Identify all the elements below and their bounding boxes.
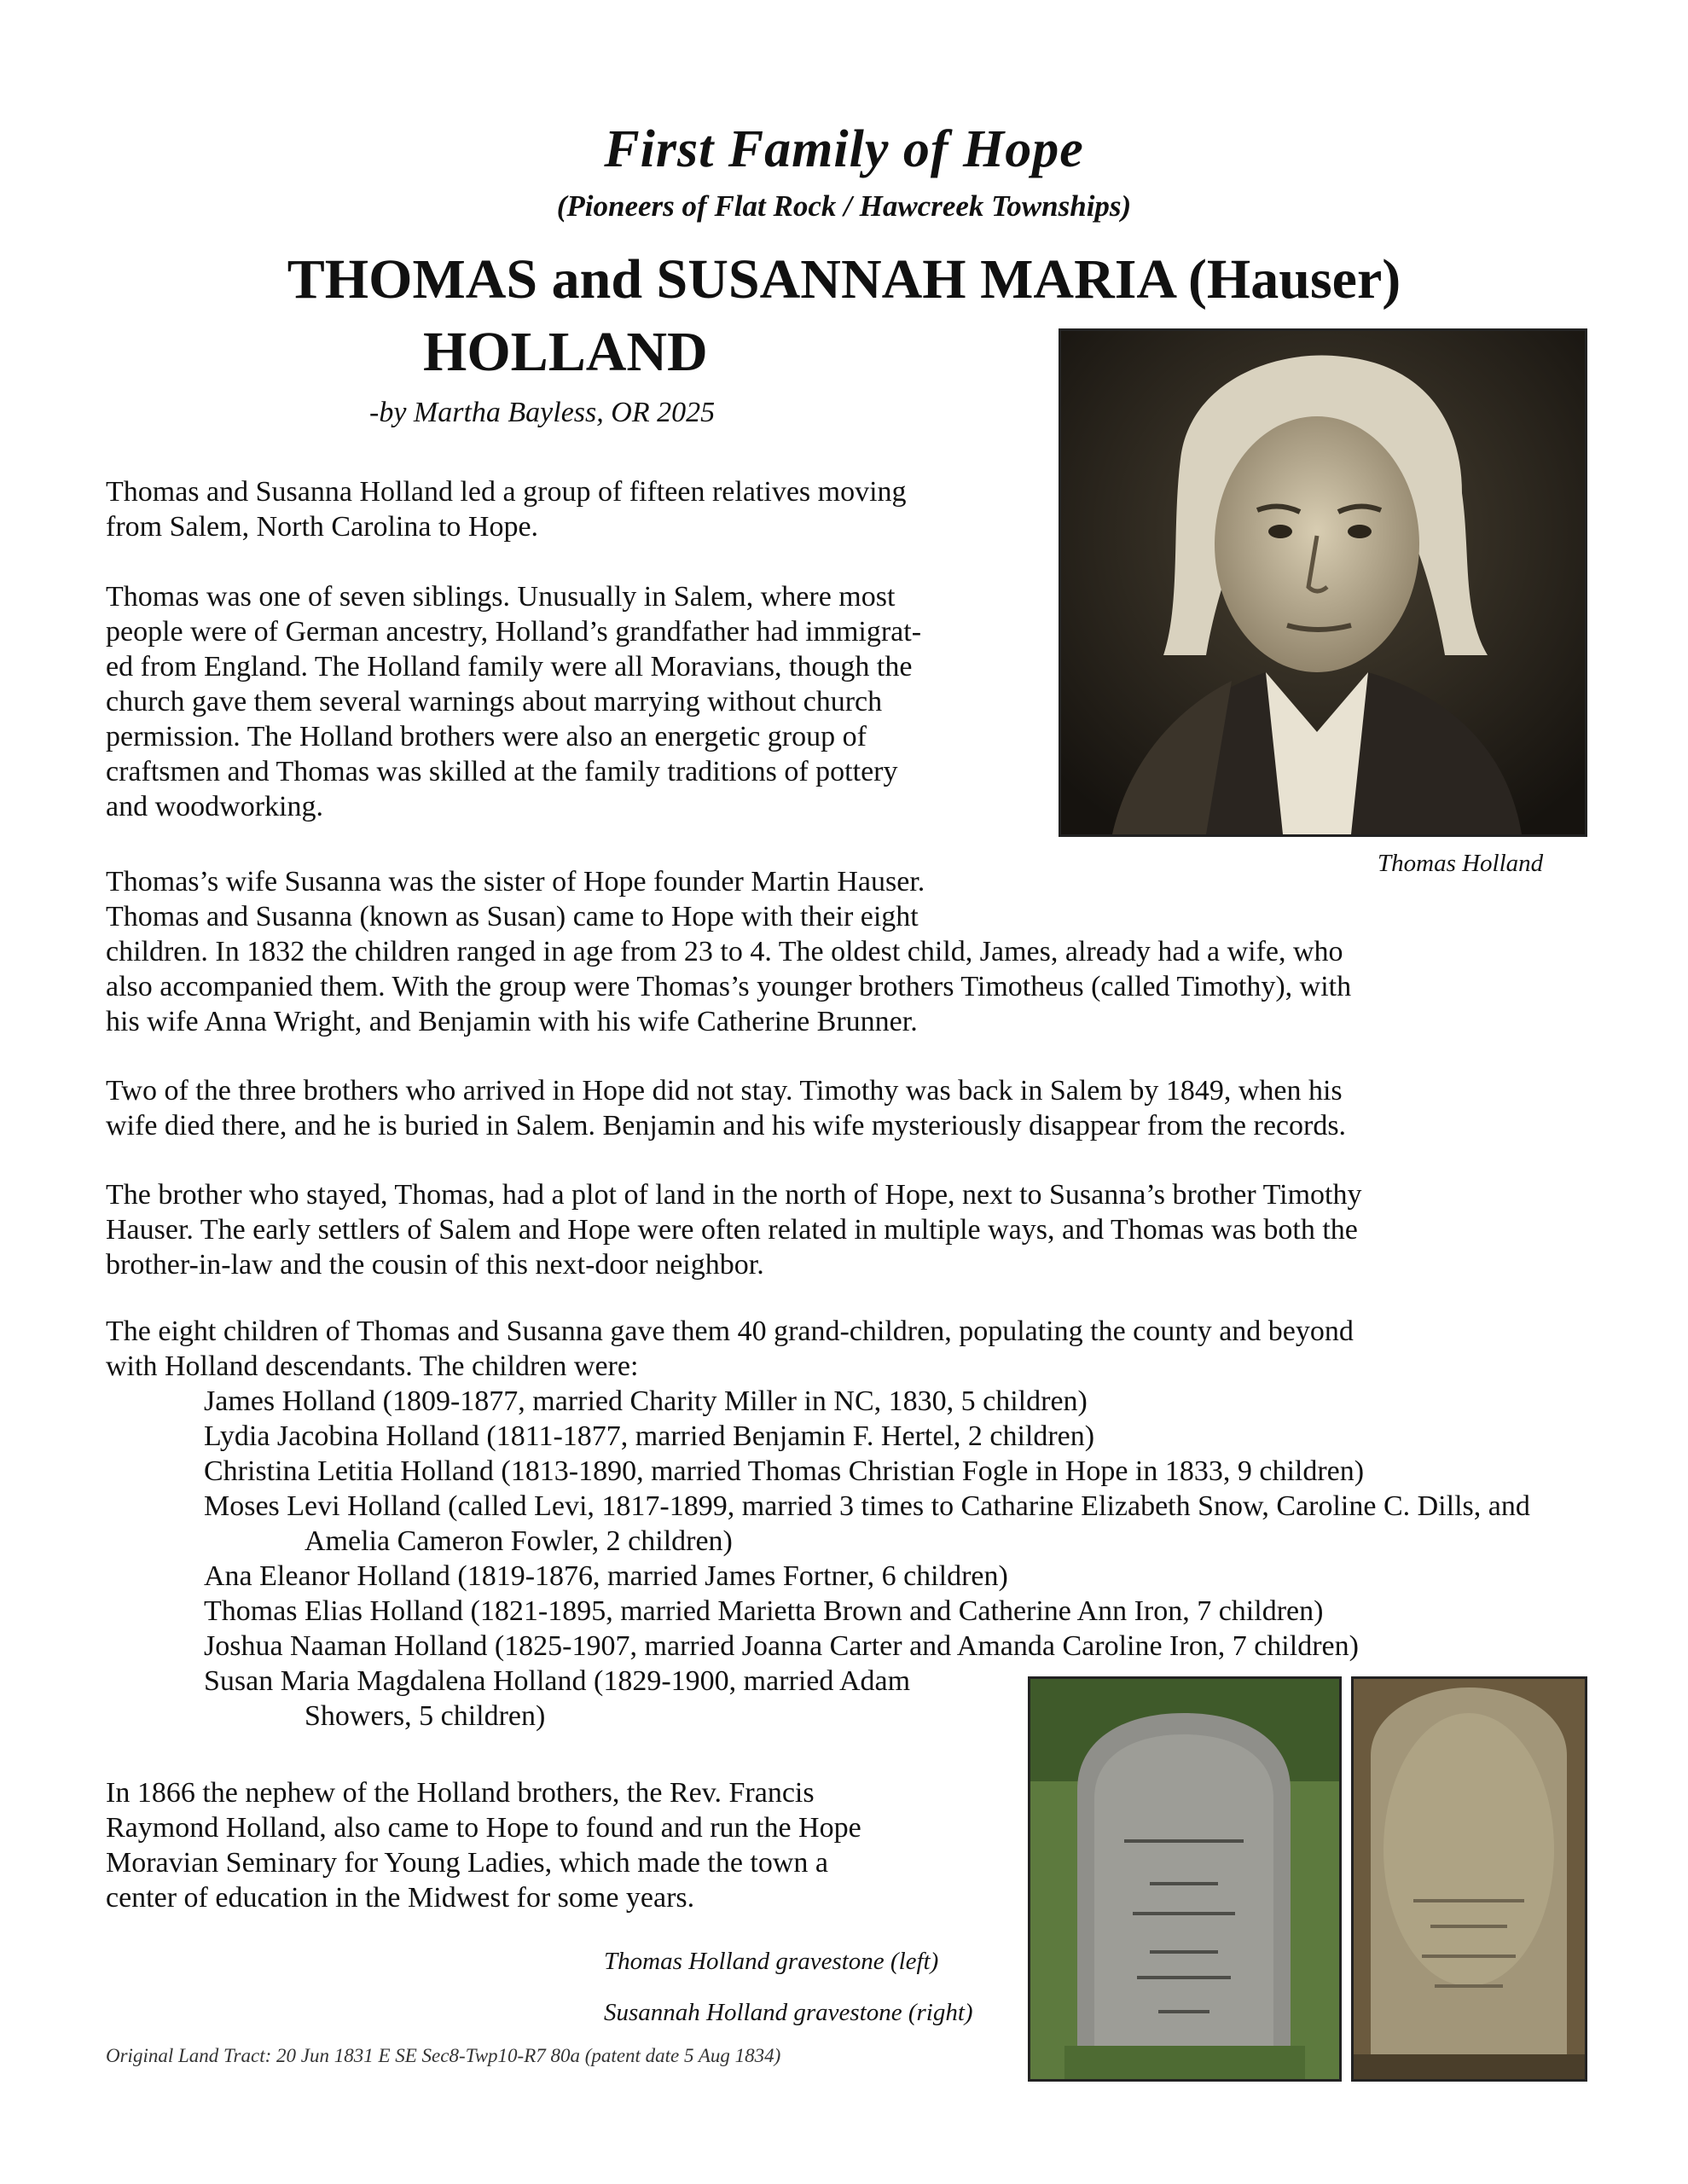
list-item: James Holland (1809-1877, married Charity Miller in NC, 1830, 5 children) (204, 1385, 1088, 1417)
paragraph-5 (106, 1177, 1362, 1282)
text-line: Hauser. The early settlers of Salem and Hope were often related in multiple ways, and Thomas was both the (106, 1214, 1358, 1246)
gravestone-left-image (1030, 1679, 1339, 2079)
portrait-image (1061, 331, 1585, 834)
text-line: center of education in the Midwest for some years. (106, 1882, 695, 1914)
text-line: Thomas and Susanna (known as Susan) came to Hope with their eight (106, 901, 919, 932)
text-line: brother-in-law and the cousin of this next-door neighbor. (106, 1249, 764, 1281)
text-line: Thomas was one of seven siblings. Unusually in Salem, where most (106, 581, 896, 613)
byline: -by Martha Bayless, OR 2025 (369, 397, 716, 428)
list-item: Moses Levi Holland (called Levi, 1817-1899, married 3 times to Catharine Elizabeth Snow, Caroline C. Dills, and Amelia Cameron Fowler, 2 children) (204, 1490, 1530, 1557)
gravestone-photo-right (1351, 1676, 1587, 2082)
grave-right-caption: Susannah Holland gravestone (right) (604, 1999, 973, 2026)
list-item: Thomas Elias Holland (1821-1895, married Marietta Brown and Catherine Ann Iron, 7 children) (204, 1595, 1324, 1627)
portrait-caption: Thomas Holland (1378, 850, 1544, 877)
text-line: Raymond Holland, also came to Hope to found and run the Hope (106, 1812, 861, 1844)
list-item: Joshua Naaman Holland (1825-1907, married Joanna Carter and Amanda Caroline Iron, 7 children) (204, 1630, 1359, 1662)
paragraph-2 (106, 579, 921, 824)
gravestone-photo-left (1028, 1676, 1342, 2082)
paragraph-6 (106, 1314, 1354, 1384)
text-line: ed from England. The Holland family were all Moravians, though the (106, 651, 913, 682)
paragraph-3 (106, 864, 1351, 1039)
text-line: children. In 1832 the children ranged in age from 23 to 4. The oldest child, James, already had a wife, who (106, 936, 1343, 967)
script-title: First Family of Hope (604, 120, 1084, 178)
paragraph-7 (106, 1775, 861, 1915)
text-line: with Holland descendants. The children were: (106, 1350, 639, 1382)
text-line: craftsmen and Thomas was skilled at the family traditions of pottery (106, 756, 898, 787)
text-line: Moravian Seminary for Young Ladies, which made the town a (106, 1847, 828, 1879)
text-line: people were of German ancestry, Holland’s grandfather had immigrat- (106, 616, 922, 648)
list-item: Christina Letitia Holland (1813-1890, married Thomas Christian Fogle in Hope in 1833, 9 children) (204, 1455, 1365, 1487)
paragraph-4 (106, 1073, 1346, 1143)
gravestone-right-image (1354, 1679, 1585, 2079)
headline-line-2: HOLLAND (423, 321, 708, 383)
portrait-photo (1059, 328, 1587, 837)
text-line: permission. The Holland brothers were also an energetic group of (106, 721, 867, 752)
text-line: from Salem, North Carolina to Hope. (106, 511, 539, 543)
text-line: Susan Maria Magdalena Holland (1829-1900, married Adam (204, 1665, 911, 1697)
text-line: Thomas and Susanna Holland led a group of fifteen relatives moving (106, 476, 907, 508)
text-line: Thomas’s wife Susanna was the sister of Hope founder Martin Hauser. (106, 866, 925, 897)
paragraph-1 (106, 474, 907, 544)
text-line: Showers, 5 children) (305, 1700, 546, 1732)
text-line: The eight children of Thomas and Susanna gave them 40 grand-children, populating the county and beyond (106, 1316, 1354, 1347)
text-line: Two of the three brothers who arrived in Hope did not stay. Timothy was back in Salem by 1849, when his (106, 1075, 1343, 1107)
subtitle: (Pioneers of Flat Rock / Hawcreek Townships) (556, 189, 1132, 223)
text-line: The brother who stayed, Thomas, had a plot of land in the north of Hope, next to Susanna’s brother Timothy (106, 1179, 1362, 1211)
list-item: Lydia Jacobina Holland (1811-1877, married Benjamin F. Hertel, 2 children) (204, 1420, 1095, 1452)
headline-line-1: THOMAS and SUSANNAH MARIA (Hauser) (287, 248, 1401, 311)
text-line: In 1866 the nephew of the Holland brothers, the Rev. Francis (106, 1777, 815, 1809)
text-line: wife died there, and he is buried in Salem. Benjamin and his wife mysteriously disappear from the records. (106, 1110, 1347, 1141)
text-line: church gave them several warnings about marrying without church (106, 686, 883, 717)
list-item: Ana Eleanor Holland (1819-1876, married James Fortner, 6 children) (204, 1560, 1008, 1592)
grave-left-caption: Thomas Holland gravestone (left) (604, 1948, 939, 1975)
land-tract-footnote: Original Land Tract: 20 Jun 1831 E SE Sec8-Twp10-R7 80a (patent date 5 Aug 1834) (106, 2045, 781, 2066)
text-line: also accompanied them. With the group were Thomas’s younger brothers Timotheus (called Timothy), with (106, 971, 1352, 1002)
text-line: and woodworking. (106, 791, 323, 822)
text-line: his wife Anna Wright, and Benjamin with his wife Catherine Brunner. (106, 1006, 918, 1037)
